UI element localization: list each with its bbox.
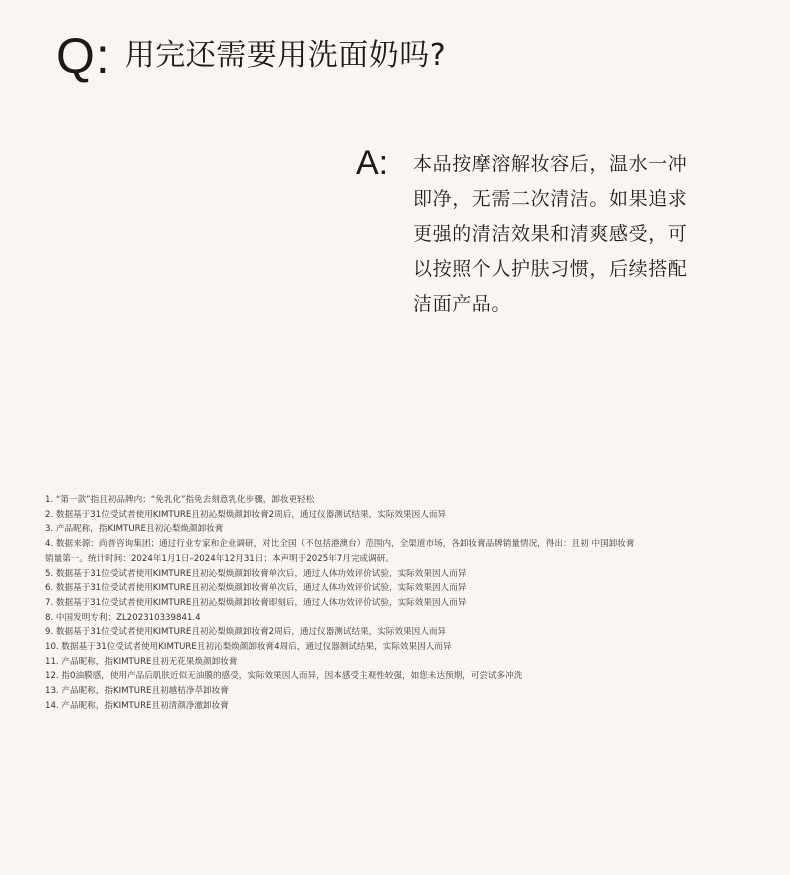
answer-line: 本品按摩溶解妆容后，温水一冲 (413, 153, 688, 175)
footnote: 12. 指0油膜感，使用产品后肌肤近似无油膜的感受，实际效果因人而异，因本感受主观性较强，如您未达预期，可尝试多冲洗 (45, 671, 523, 682)
footnote: 3. 产品昵称，指KIMTURE且初沁梨焕颜卸妆膏 (45, 524, 224, 535)
footnote: 14. 产品昵称，指KIMTURE且初清颜净澈卸妆膏 (45, 700, 229, 711)
footnote: 2. 数据基于31位受试者使用KIMTURE且初沁梨焕颜卸妆膏2周后，通过仪器测试结果，实际效果因人而异 (45, 509, 447, 520)
answer-line: 以按照个人护肤习惯，后续搭配 (413, 258, 688, 280)
footnote: 10. 数据基于31位受试者使用KIMTURE且初沁梨焕颜卸妆膏4周后，通过仪器测试结果，实际效果因人而异 (45, 642, 452, 653)
footnote: 4. 数据来源：尚普咨询集团；通过行业专家和企业调研，对比全国（不包括港澳台）范围内，全渠道市场，各卸妆膏品牌销量情况，得出：且初 中国卸妆膏 (45, 539, 635, 550)
answer-line: 更强的清洁效果和清爽感受，可 (413, 223, 688, 245)
footnotes (45, 493, 765, 714)
answer-text (413, 147, 693, 322)
footnote: 9. 数据基于31位受试者使用KIMTURE且初沁梨焕颜卸妆膏2周后，通过仪器测试结果，实际效果因人而异 (45, 627, 447, 638)
answer-line: 洁面产品。 (413, 293, 512, 315)
footnote: 5. 数据基于31位受试者使用KIMTURE且初沁梨焕颜卸妆膏单次后，通过人体功效评价试验，实际效果因人而异 (45, 568, 467, 579)
footnote: 6. 数据基于31位受试者使用KIMTURE且初沁梨焕颜卸妆膏单次后，通过人体功效评价试验，实际效果因人而异 (45, 583, 467, 594)
footnote: 1. “第一款”指且初品牌内；“免乳化”指免去刻意乳化步骤，卸妆更轻松 (45, 495, 315, 505)
footnote: 11. 产品昵称，指KIMTURE且初无花果焕颜卸妆膏 (45, 656, 238, 667)
question-marker: Q: (56, 28, 111, 84)
answer-marker: A: (356, 144, 389, 182)
question-heading (56, 28, 446, 84)
footnote: 销量第一。统计时间：2024年1月1日–2024年12月31日；本声明于2025年7月完成调研。 (45, 553, 394, 564)
footnote: 13. 产品昵称，指KIMTURE且初越桔净萃卸妆膏 (45, 686, 229, 697)
footnote: 7. 数据基于31位受试者使用KIMTURE且初沁梨焕颜卸妆膏即刻后，通过人体功效评价试验，实际效果因人而异 (45, 597, 467, 608)
question-text: 用完还需要用洗面奶吗? (124, 38, 447, 73)
footnote: 8. 中国发明专利：ZL202310339841.4 (45, 612, 201, 623)
answer-line: 即净，无需二次清洁。如果追求 (413, 188, 688, 210)
